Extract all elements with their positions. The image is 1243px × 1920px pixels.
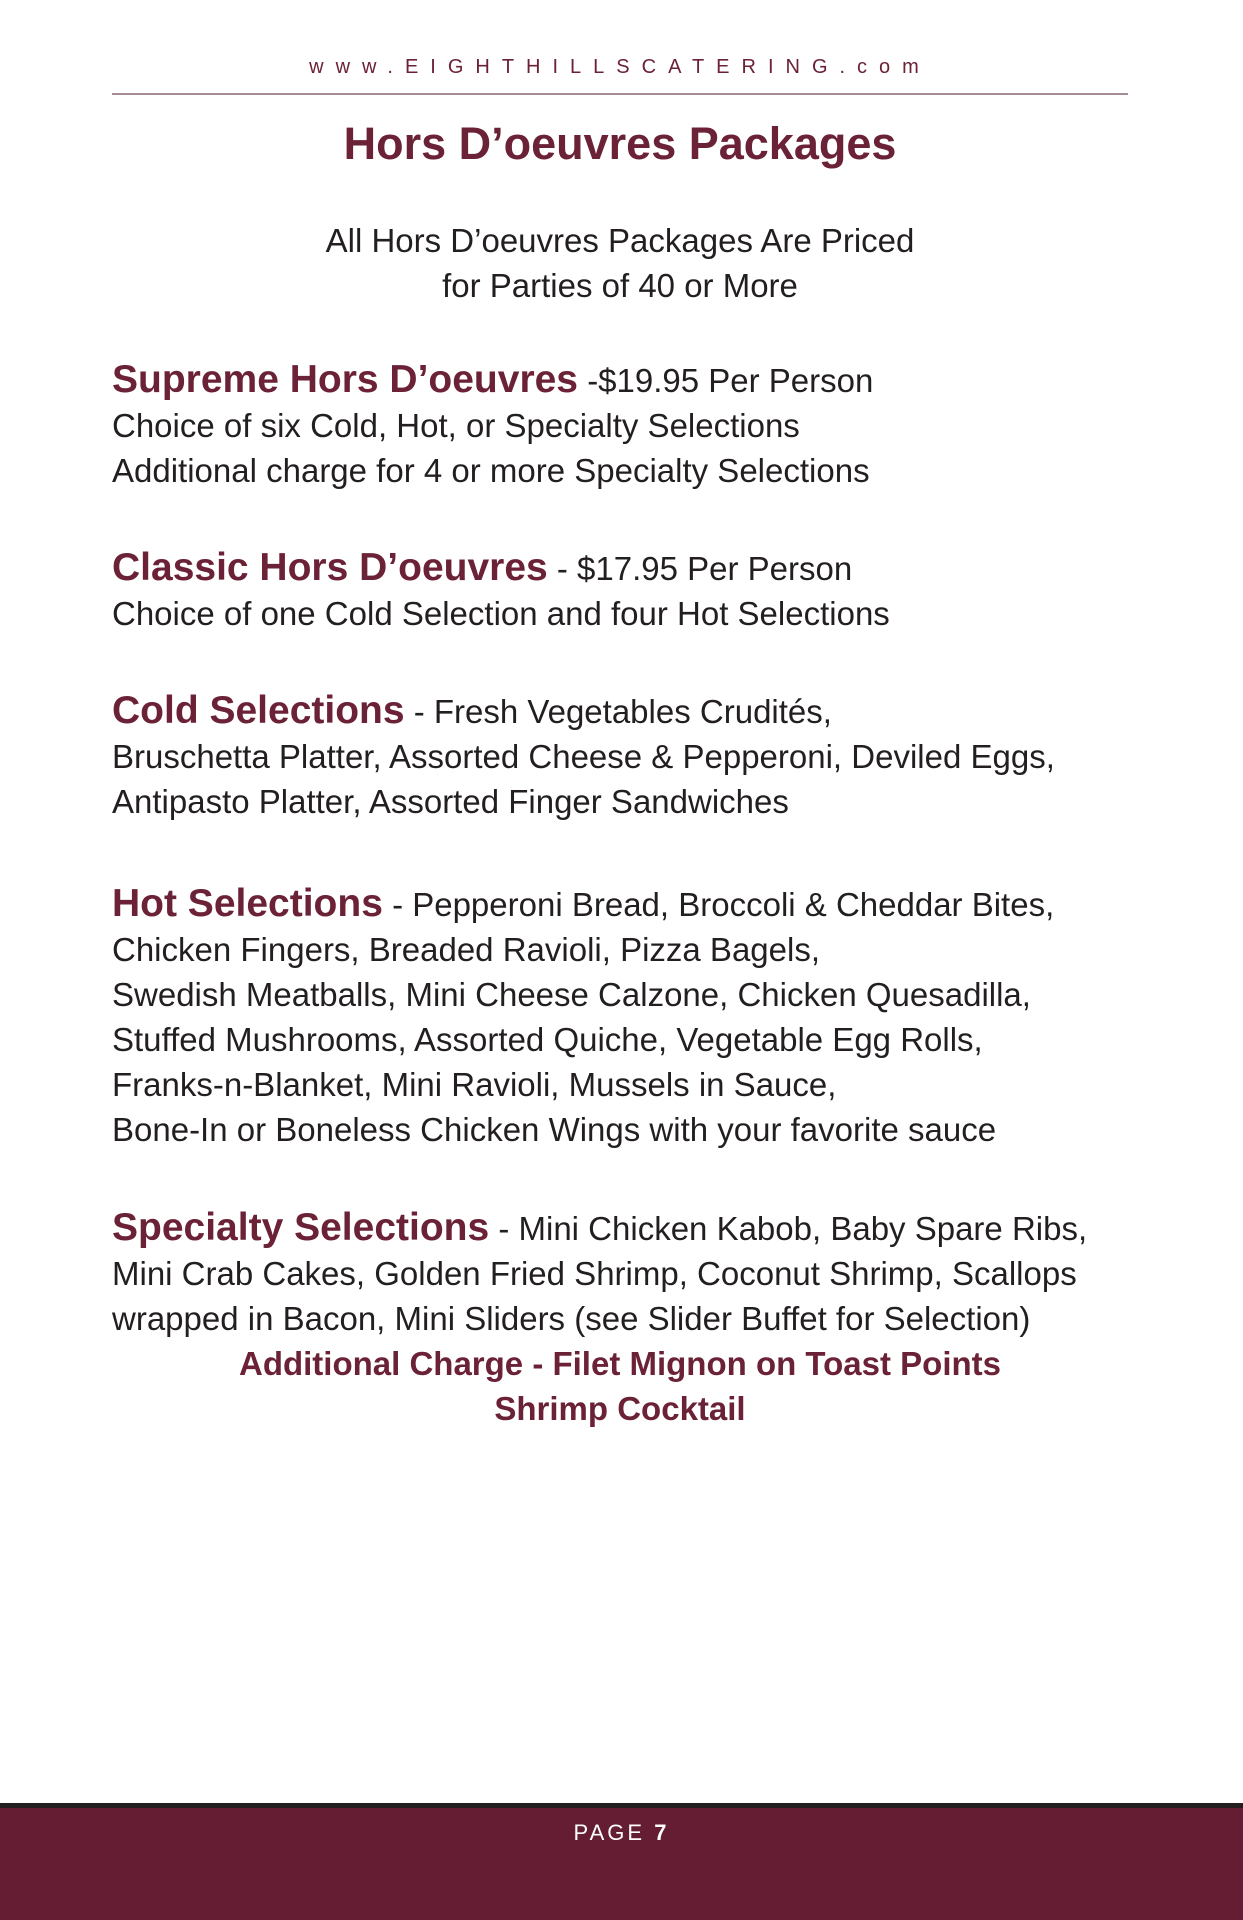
- hot-selections: [112, 881, 1132, 1152]
- hot-items: Stuffed Mushrooms, Assorted Quiche, Vegetable Egg Rolls,: [112, 1021, 983, 1058]
- page-title: Hors D’oeuvres Packages: [343, 118, 897, 169]
- cold-heading: Cold Selections: [112, 689, 405, 732]
- specialty-items-first: - Mini Chicken Kabob, Baby Spare Ribs,: [498, 1210, 1088, 1247]
- pricing-note-line: for Parties of 40 or More: [442, 267, 798, 304]
- page-label: PAGE: [573, 1820, 646, 1845]
- supreme-price: -$19.95 Per Person: [587, 362, 874, 399]
- cold-selections: [112, 688, 1132, 824]
- additional-charge-line: Additional Charge - Filet Mignon on Toast Points: [238, 1345, 1001, 1382]
- page-number: [0, 1820, 1243, 1846]
- classic-package: [112, 545, 1132, 636]
- additional-charge-line: Shrimp Cocktail: [494, 1390, 746, 1427]
- hot-items: Franks-n-Blanket, Mini Ravioli, Mussels in Sauce,: [112, 1066, 837, 1103]
- pricing-note-line: All Hors D’oeuvres Packages Are Priced: [325, 222, 915, 259]
- specialty-items: Mini Crab Cakes, Golden Fried Shrimp, Coconut Shrimp, Scallops: [112, 1255, 1077, 1292]
- hot-heading: Hot Selections: [112, 882, 383, 925]
- cold-items: Bruschetta Platter, Assorted Cheese & Pepperoni, Deviled Eggs,: [112, 738, 1055, 775]
- hot-items-first: - Pepperoni Bread, Broccoli & Cheddar Bites,: [392, 886, 1055, 923]
- page-number-value: 7: [654, 1820, 670, 1845]
- pricing-note: [112, 218, 1128, 308]
- cold-items: Antipasto Platter, Assorted Finger Sandwiches: [112, 783, 789, 820]
- website-url: www.EIGHTHILLSCATERING.com: [309, 56, 931, 78]
- header-divider: [112, 93, 1128, 95]
- additional-charge-note: [112, 1341, 1128, 1431]
- classic-heading: Classic Hors D’oeuvres: [112, 546, 548, 589]
- supreme-package: [112, 357, 1132, 493]
- supreme-heading: Supreme Hors D’oeuvres: [112, 358, 579, 401]
- cold-items-first: - Fresh Vegetables Crudités,: [413, 693, 832, 730]
- classic-detail: Choice of one Cold Selection and four Hot Selections: [112, 595, 890, 632]
- classic-price: - $17.95 Per Person: [556, 550, 853, 587]
- hot-items: Chicken Fingers, Breaded Ravioli, Pizza Bagels,: [112, 931, 821, 968]
- specialty-selections: [112, 1205, 1132, 1341]
- specialty-heading: Specialty Selections: [112, 1206, 490, 1249]
- hot-items: Swedish Meatballs, Mini Cheese Calzone, Chicken Quesadilla,: [112, 976, 1031, 1013]
- specialty-items: wrapped in Bacon, Mini Sliders (see Slider Buffet for Selection): [112, 1300, 1031, 1337]
- supreme-detail: Additional charge for 4 or more Specialty Selections: [112, 452, 870, 489]
- hot-items: Bone-In or Boneless Chicken Wings with your favorite sauce: [112, 1111, 997, 1148]
- supreme-detail: Choice of six Cold, Hot, or Specialty Selections: [112, 407, 800, 444]
